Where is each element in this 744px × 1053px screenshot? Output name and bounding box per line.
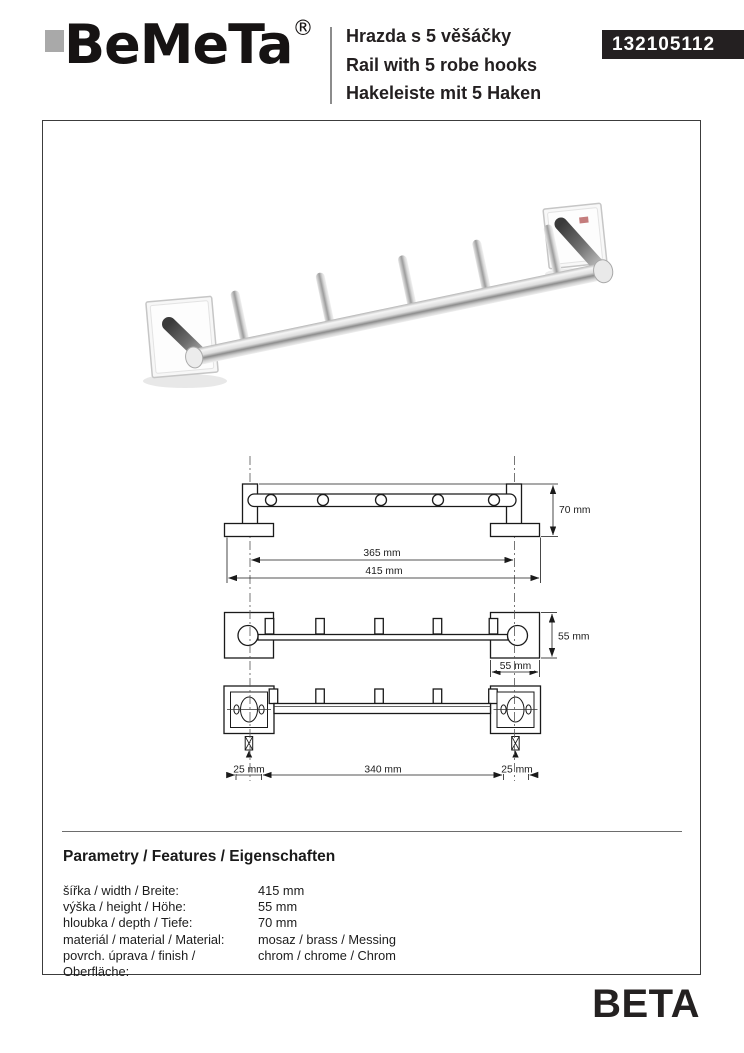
brand-logo-square xyxy=(45,30,64,52)
section-divider xyxy=(62,831,682,832)
top-view-drawing xyxy=(225,484,540,537)
back-view-drawing xyxy=(224,686,541,734)
product-titles xyxy=(346,22,541,108)
spec-row-width xyxy=(63,883,663,899)
spec-label: hloubka / depth / Tiefe: xyxy=(63,915,193,931)
spec-label: šířka / width / Breite: xyxy=(63,883,179,898)
product-title-cs: Hrazda s 5 věšáčky xyxy=(346,26,512,46)
front-view-drawing xyxy=(225,613,540,659)
header-divider xyxy=(330,27,332,104)
product-title-de: Hakeleiste mit 5 Haken xyxy=(346,83,542,103)
spec-row-material xyxy=(63,932,663,948)
brand-sticker xyxy=(579,217,589,224)
rail-assembly xyxy=(174,214,615,371)
spec-value: 55 mm xyxy=(258,899,298,915)
technical-drawings xyxy=(181,451,621,791)
rail-bar xyxy=(191,263,605,366)
dim-total-width-label: 415 mm xyxy=(365,566,403,577)
dim-hole-span-label: 340 mm xyxy=(364,764,402,776)
dim-depth-label: 70 mm xyxy=(559,505,591,516)
spec-row-depth xyxy=(63,915,663,931)
registered-trademark-symbol: ® xyxy=(292,16,314,40)
spec-row-height xyxy=(63,899,663,915)
spec-value: 70 mm xyxy=(258,915,298,931)
spec-label: materiál / material / Material: xyxy=(63,931,225,947)
product-photo xyxy=(89,184,629,394)
content-frame xyxy=(42,120,701,980)
screw-anchors xyxy=(245,737,519,758)
series-name: BETA xyxy=(592,982,700,1026)
spec-value: mosaz / brass / Messing xyxy=(258,931,396,947)
dim-right-offset-label: 25 mm xyxy=(501,764,533,776)
specs-section xyxy=(63,848,663,980)
dim-height-label: 55 mm xyxy=(558,631,590,643)
dim-left-offset-label: 25 mm xyxy=(233,764,265,776)
spec-label: výška / height / Höhe: xyxy=(63,899,187,915)
dim-plate-width-label: 55 mm xyxy=(499,661,532,672)
brand-logo-text: BeMeTa xyxy=(64,13,293,76)
product-title-en: Rail with 5 robe hooks xyxy=(346,54,538,75)
dim-hook-span-label: 365 mm xyxy=(363,548,401,559)
product-code-badge: 132105112 xyxy=(602,30,744,59)
spec-value: chrom / chrome / Chrom xyxy=(258,947,396,963)
spec-row-finish xyxy=(63,948,663,980)
spec-value: 415 mm xyxy=(258,883,305,898)
spec-label: povrch. úprava / finish / Oberfläche: xyxy=(63,947,196,980)
specs-title: Parametry / Features / Eigenschaften xyxy=(63,848,336,865)
brand-logo xyxy=(64,13,314,76)
